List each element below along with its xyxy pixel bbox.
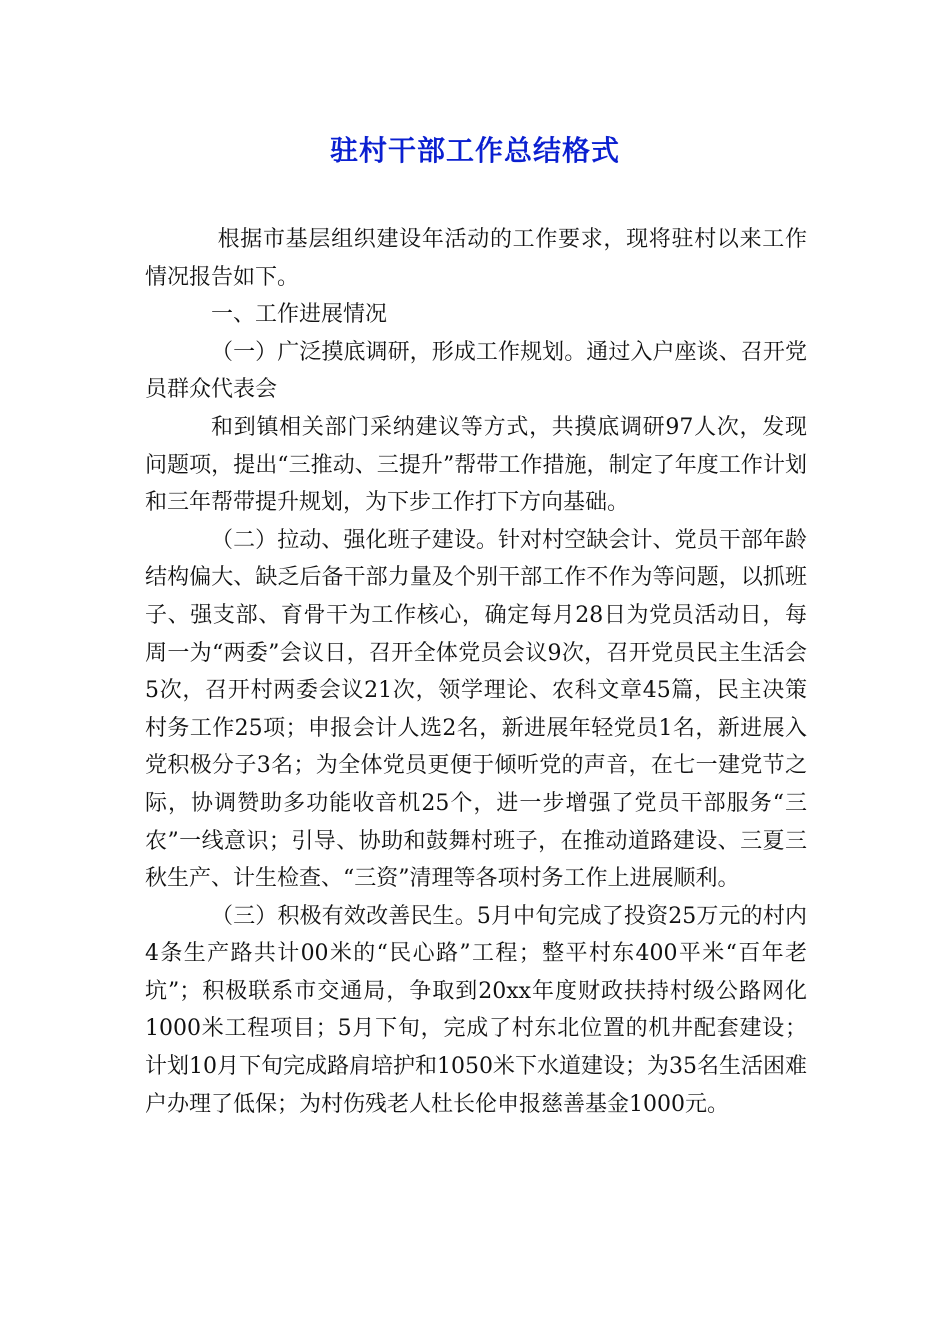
paragraph-1-heading: （一）广泛摸底调研，形成工作规划。通过入户座谈、召开党员群众代表会 bbox=[145, 339, 807, 403]
paragraph-intro: 根据市基层组织建设年活动的工作要求，现将驻村以来工作情况报告如下。 bbox=[145, 227, 807, 290]
paragraph-2: （二）拉动、强化班子建设。针对村空缺会计、党员干部年龄结构偏大、缺乏后备干部力量及个别干部工作不作为等问题，以抓班子、强支部、育骨干为工作核心，确定每月28日为党员活动日，每周一为“两委”会议日，召开全体党员会议9次，召开党员民主生活会5次，召开村两委会议21次，领学理论、农科文章45篇，民主决策村务工作25项；申报会计人选2名，新进展年轻党员1名，新进展入党积极分子3名；为全体党员更便于倾听党的声音，在七一建党节之际，协调赞助多功能收音机25个，进一步增强了党员干部服务“三农”一线意识；引导、协助和鼓舞村班子，在推动道路建设、三夏三秋生产、计生检查、“三资”清理等各项村务工作上进展顺利。 bbox=[145, 527, 807, 892]
document-title: 驻村干部工作总结格式 bbox=[329, 134, 620, 167]
paragraph-3: （三）积极有效改善民生。5月中旬完成了投资25万元的村内4条生产路共计00米的“民心路”工程；整平村东400平米“百年老坑”；积极联系市交通局，争取到20xx年度财政扶持村级公路网化1000米工程项目；5月下旬，完成了村东北位置的机井配套建设；计划10月下旬完成路肩培护和1050米下水道建设；为35名生活困难户办理了低保；为村伤残老人杜长伦申报慈善基金1000元。 bbox=[145, 903, 807, 1117]
paragraph-1-body: 和到镇相关部门采纳建议等方式，共摸底调研97人次，发现问题项，提出“三推动、三提升”帮带工作措施，制定了年度工作计划和三年帮带提升规划，为下步工作打下方向基础。 bbox=[145, 414, 807, 516]
section-heading: 一、工作进展情况 bbox=[211, 302, 388, 328]
document-body bbox=[145, 221, 807, 1123]
